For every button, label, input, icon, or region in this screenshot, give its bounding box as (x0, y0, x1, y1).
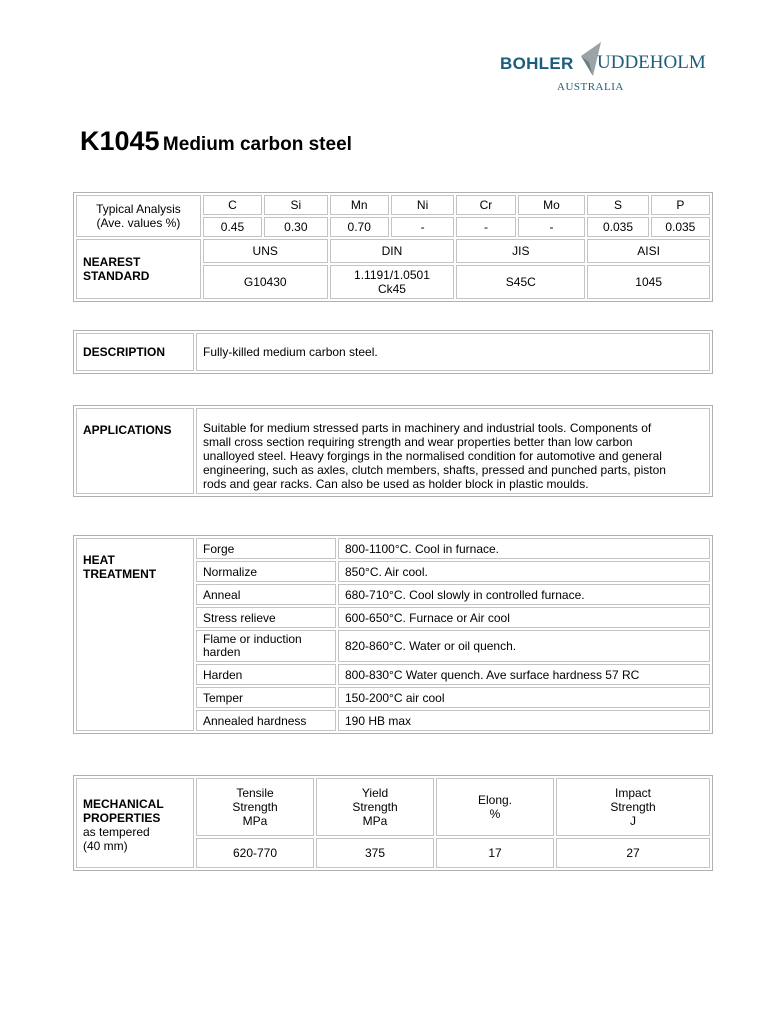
process-name: Annealed hardness (196, 710, 336, 731)
standards-label: NEAREST (83, 255, 141, 269)
property-value: 620-770 (196, 838, 314, 868)
header-line: Strength (232, 800, 278, 814)
process-detail: 190 HB max (338, 710, 710, 731)
logo-brand-right: UDDEHOLM (597, 52, 706, 73)
mechanical-label: MECHANICAL (83, 797, 164, 811)
process-name: Normalize (196, 561, 336, 582)
header-line: Tensile (236, 786, 274, 800)
process-name: Harden (196, 664, 336, 685)
analysis-sublabel: (Ave. values %) (96, 216, 181, 230)
standard-header: UNS (203, 239, 328, 263)
standard-value-din (330, 265, 455, 299)
din-value-2: Ck45 (377, 282, 406, 296)
process-detail: 800-830°C Water quench. Ave surface hardness 57 RC (338, 664, 710, 685)
element-header: C (203, 195, 262, 215)
standard-value: S45C (456, 265, 585, 299)
header-line: Elong. (477, 793, 513, 807)
property-value: 17 (436, 838, 554, 868)
element-header: Ni (391, 195, 454, 215)
page-title (80, 126, 352, 157)
process-detail: 680-710°C. Cool slowly in controlled furnace. (338, 584, 710, 605)
header-line: MPa (242, 814, 268, 828)
applications-line: engineering, such as axles, clutch members, shafts, pressed and punched parts, piston (203, 463, 666, 477)
applications-line: rods and gear racks. Can also be used as holder block in plastic moulds. (203, 477, 589, 491)
property-header (196, 778, 314, 836)
steel-code: K1045 (80, 126, 160, 156)
header-line: Impact (614, 786, 651, 800)
header-line: Yield (361, 786, 389, 800)
standards-label-2: STANDARD (83, 269, 150, 283)
applications-table (73, 405, 713, 497)
applications-line: small cross section requiring strength and wear properties better than low carbon (203, 435, 633, 449)
element-value: 0.70 (330, 217, 389, 237)
process-name-multiline (196, 630, 336, 662)
standard-header: JIS (456, 239, 585, 263)
standard-header: DIN (330, 239, 455, 263)
applications-text (196, 408, 710, 494)
element-header: Mo (518, 195, 586, 215)
element-header: Cr (456, 195, 515, 215)
process-name: Stress relieve (196, 607, 336, 628)
process-name: Anneal (196, 584, 336, 605)
header-line: Strength (610, 800, 656, 814)
heat-treatment-label: HEAT (83, 553, 115, 567)
process-name: Flame or induction (203, 632, 302, 646)
element-value: 0.30 (264, 217, 327, 237)
standard-value: 1045 (587, 265, 710, 299)
element-value: 0.035 (651, 217, 710, 237)
process-detail: 820-860°C. Water or oil quench. (338, 630, 710, 662)
standards-label-cell (76, 239, 201, 299)
applications-label: APPLICATIONS (76, 408, 194, 494)
process-detail: 850°C. Air cool. (338, 561, 710, 582)
element-value: - (518, 217, 586, 237)
standard-value: G10430 (203, 265, 328, 299)
company-logo (500, 42, 710, 102)
process-name: Temper (196, 687, 336, 708)
description-label: DESCRIPTION (76, 333, 194, 371)
din-value: 1.1191/1.0501 (354, 268, 430, 282)
mechanical-sublabel: as tempered (83, 825, 150, 839)
process-detail: 150-200°C air cool (338, 687, 710, 708)
process-detail: 800-1100°C. Cool in furnace. (338, 538, 710, 559)
mechanical-sublabel-2: (40 mm) (83, 839, 128, 853)
mechanical-label-cell (76, 778, 194, 868)
property-header (436, 778, 554, 836)
description-table (73, 330, 713, 374)
process-detail: 600-650°C. Furnace or Air cool (338, 607, 710, 628)
applications-line: unalloyed steel. Heavy forgings in the normalised condition for automotive and general (203, 449, 662, 463)
applications-line: Suitable for medium stressed parts in machinery and industrial tools. Components of (203, 421, 652, 435)
element-value: - (456, 217, 515, 237)
header-line: % (489, 807, 501, 821)
heat-treatment-label-2: TREATMENT (83, 567, 157, 581)
element-header: P (651, 195, 710, 215)
property-header (556, 778, 710, 836)
property-value: 27 (556, 838, 710, 868)
steel-name: Medium carbon steel (162, 134, 352, 155)
element-header: S (587, 195, 648, 215)
element-value: 0.035 (587, 217, 648, 237)
header-line: J (630, 814, 636, 828)
mechanical-table (73, 775, 713, 871)
mechanical-label-2: PROPERTIES (83, 811, 161, 825)
process-name-2: harden (203, 645, 241, 659)
property-value: 375 (316, 838, 434, 868)
header-line: MPa (362, 814, 388, 828)
standard-header: AISI (587, 239, 710, 263)
process-name: Forge (196, 538, 336, 559)
element-header: Si (264, 195, 327, 215)
element-header: Mn (330, 195, 389, 215)
logo-region: AUSTRALIA (557, 81, 624, 93)
element-value: - (391, 217, 454, 237)
heat-treatment-label-cell (76, 538, 194, 731)
analysis-table (73, 192, 713, 302)
logo-brand-left: BOHLER (500, 54, 574, 73)
description-text: Fully-killed medium carbon steel. (196, 333, 710, 371)
property-header (316, 778, 434, 836)
element-value: 0.45 (203, 217, 262, 237)
header-line: Strength (352, 800, 398, 814)
heat-treatment-table (73, 535, 713, 734)
analysis-label: Typical Analysis (96, 202, 181, 216)
analysis-label-cell (76, 195, 201, 237)
